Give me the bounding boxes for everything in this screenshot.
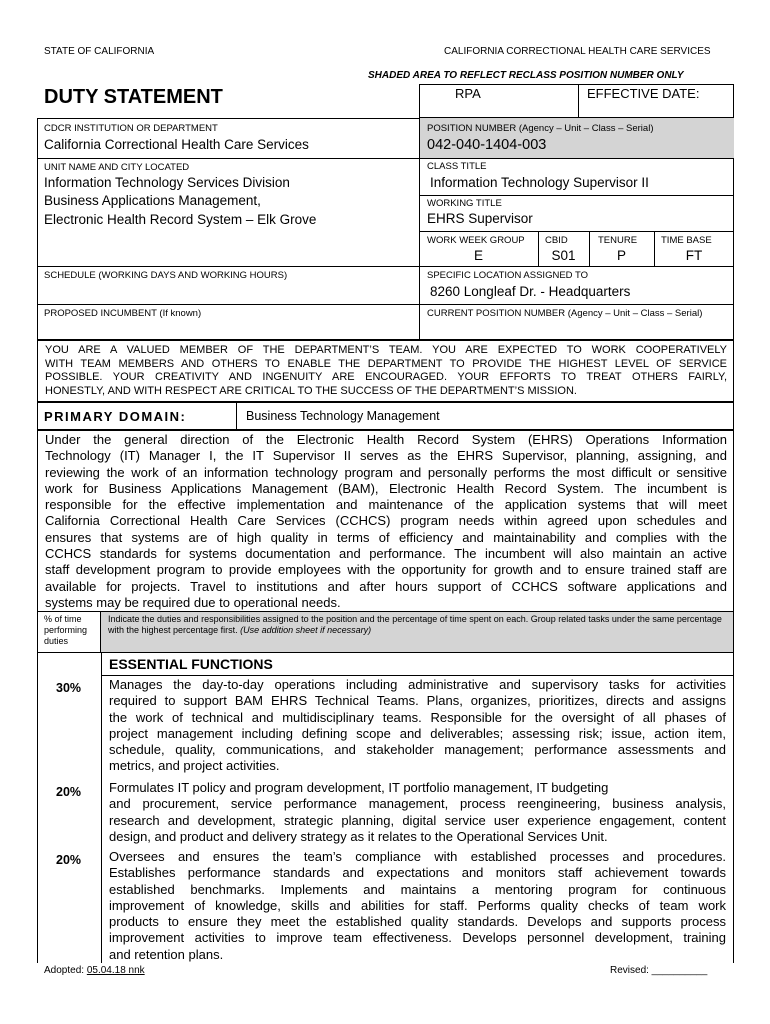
unit-line-3: Electronic Health Record System – Elk Grove — [44, 212, 317, 227]
cbid-value: S01 — [551, 248, 576, 263]
summary-line: work for Business Applications Management (BAM), Electronic Health Record System. The incumbent is — [45, 480, 727, 496]
current-position-label: CURRENT POSITION NUMBER (Agency – Unit – Class – Serial) — [427, 308, 703, 319]
position-number-value: 042-040-1404-003 — [427, 137, 547, 153]
summary-line: ensures that systems are of high quality in terms of efficiency and maintainability and complies with the — [45, 529, 727, 545]
working-title-label: WORKING TITLE — [427, 198, 502, 209]
function-3-text: Oversees and ensures the team’s compliance with established processes and procedures. Establishes performance standards and expectations and monitors staff achievement towards established benchmarks. Implements and maintains a mentoring program for continuous improvement of knowledge, skills and abilities for staff. Performs quality checks of team work products to ensure they meet the established quality standards. Develops and supports process improvement activities to improve team effectiveness. Develops personnel development, training and retention plans. — [109, 849, 726, 962]
page-title: DUTY STATEMENT — [44, 86, 223, 108]
function-3-percent: 20% — [56, 853, 82, 867]
working-title-value: EHRS Supervisor — [427, 211, 533, 226]
revised-note: Revised: __________ — [610, 965, 708, 976]
adopted-note: Adopted: 05.04.18 nnk — [44, 965, 145, 976]
function-1-text: Manages the day-to-day operations including administrative and supervisory tasks for activities required to support BAM EHRS Technical Teams. Plans, organizes, prioritizes, directs and assigns the work of technical and multidisciplinary teams. Responsible for the oversight of all phases of project management including defining scope and deliverables; assessing risk; issue, action item, schedule, quality, communications, and stakeholder management; performance assessments and metrics, and project activities. — [109, 677, 726, 774]
class-title-value: Information Technology Supervisor II — [430, 175, 649, 190]
effective-date-label: EFFECTIVE DATE: — [587, 86, 700, 101]
summary-line: reviewing the work of an information technology program and personally performs the most difficult or sensitive — [45, 464, 727, 480]
rpa-label: RPA — [455, 86, 481, 101]
institution-label: CDCR INSTITUTION OR DEPARTMENT — [44, 123, 218, 134]
mission-line: WITH TEAM MEMBERS AND OTHERS TO ENABLE THE DEPARTMENT TO PROVIDE THE HIGHEST LEVEL OF SERVICE — [45, 357, 727, 370]
position-number-label: POSITION NUMBER (Agency – Unit – Class – Serial) — [427, 123, 654, 134]
function-1-percent: 30% — [56, 681, 82, 695]
primary-domain-label: PRIMARY DOMAIN: — [44, 409, 187, 424]
duties-instructions: Indicate the duties and responsibilities assigned to the position and the percentage of time spent on each. Group related tasks under the same percentage with the highest percentage first. (Use addition sheet if necessary) — [108, 614, 722, 635]
unit-label: UNIT NAME AND CITY LOCATED — [44, 162, 190, 173]
unit-line-1: Information Technology Services Division — [44, 175, 290, 190]
agency-label: CALIFORNIA CORRECTIONAL HEALTH CARE SERVICES — [444, 46, 711, 57]
summary-line: California Correctional Health Care Services (CCHCS) program needs within agreed upon schedules and — [45, 513, 727, 529]
unit-line-2: Business Applications Management, — [44, 193, 261, 208]
time-base-label: TIME BASE — [661, 235, 712, 246]
schedule-label: SCHEDULE (WORKING DAYS AND WORKING HOURS) — [44, 270, 288, 281]
mission-line: YOU ARE A VALUED MEMBER OF THE DEPARTMENT’S TEAM. YOU ARE EXPECTED TO WORK COOPERATIVELY — [45, 344, 727, 356]
institution-value: California Correctional Health Care Services — [44, 137, 309, 152]
incumbent-label: PROPOSED INCUMBENT (If known) — [44, 308, 202, 319]
location-label: SPECIFIC LOCATION ASSIGNED TO — [427, 270, 589, 281]
function-2-percent: 20% — [56, 785, 82, 799]
cbid-label: CBID — [545, 235, 568, 246]
summary-line: systems may be required due to operational needs. — [45, 594, 341, 610]
summary-line: staff development program to provide employees with the opportunity for growth and to ensure trained staff are — [45, 562, 727, 578]
function-2-text: Formulates IT policy and program development, IT portfolio management, IT budgeting and procurement, service performance management, process reengineering, business analysis, research and development, strategic planning, digital service user experience engagement, content design, and product and delivery strategy as it relates to the Operational Services Unit. — [109, 780, 726, 844]
class-title-label: CLASS TITLE — [427, 161, 487, 172]
time-base-value: FT — [685, 248, 703, 263]
work-week-label: WORK WEEK GROUP — [427, 235, 525, 246]
position-summary — [45, 432, 727, 611]
location-value: 8260 Longleaf Dr. - Headquarters — [430, 284, 631, 299]
primary-domain-value: Business Technology Management — [246, 409, 440, 423]
work-week-value: E — [473, 248, 483, 263]
summary-line: Under the general direction of the Electronic Health Record System (EHRS) Operations Information — [45, 432, 727, 447]
mission-line: HONESTLY, AND WITH RESPECT ARE CRITICAL TO THE SUCCESS OF THE DEPARTMENT’S MISSION. — [45, 384, 577, 397]
shade-note: SHADED AREA TO REFLECT RECLASS POSITION NUMBER ONLY — [368, 70, 684, 81]
mission-line: POSSIBLE. YOUR CREATIVITY AND INGENUITY ARE ENCOURAGED. YOUR EFFORTS TO TREAT OTHERS FAIRLY, — [45, 371, 727, 383]
state-label: STATE OF CALIFORNIA — [44, 46, 155, 57]
tenure-label: TENURE — [598, 235, 638, 246]
summary-line: CCHCS standards for systems documentation and performance. The incumbent will also maintain an active — [45, 546, 727, 562]
summary-line: available for projects. Travel to institutions and after hours support of CCHCS software applications and — [45, 578, 727, 594]
pct-time-label: % of time performing duties — [44, 614, 88, 646]
summary-line: Technology (IT) Manager I, the IT Supervisor II serves as the EHRS Supervisor, planning, assigning, and — [45, 448, 727, 464]
summary-line: responsible for the effective implementation and maintenance of the application systems that will meet — [45, 497, 727, 513]
mission-statement — [45, 344, 727, 398]
tenure-value: P — [616, 248, 626, 263]
essential-functions-title: ESSENTIAL FUNCTIONS — [109, 656, 273, 672]
